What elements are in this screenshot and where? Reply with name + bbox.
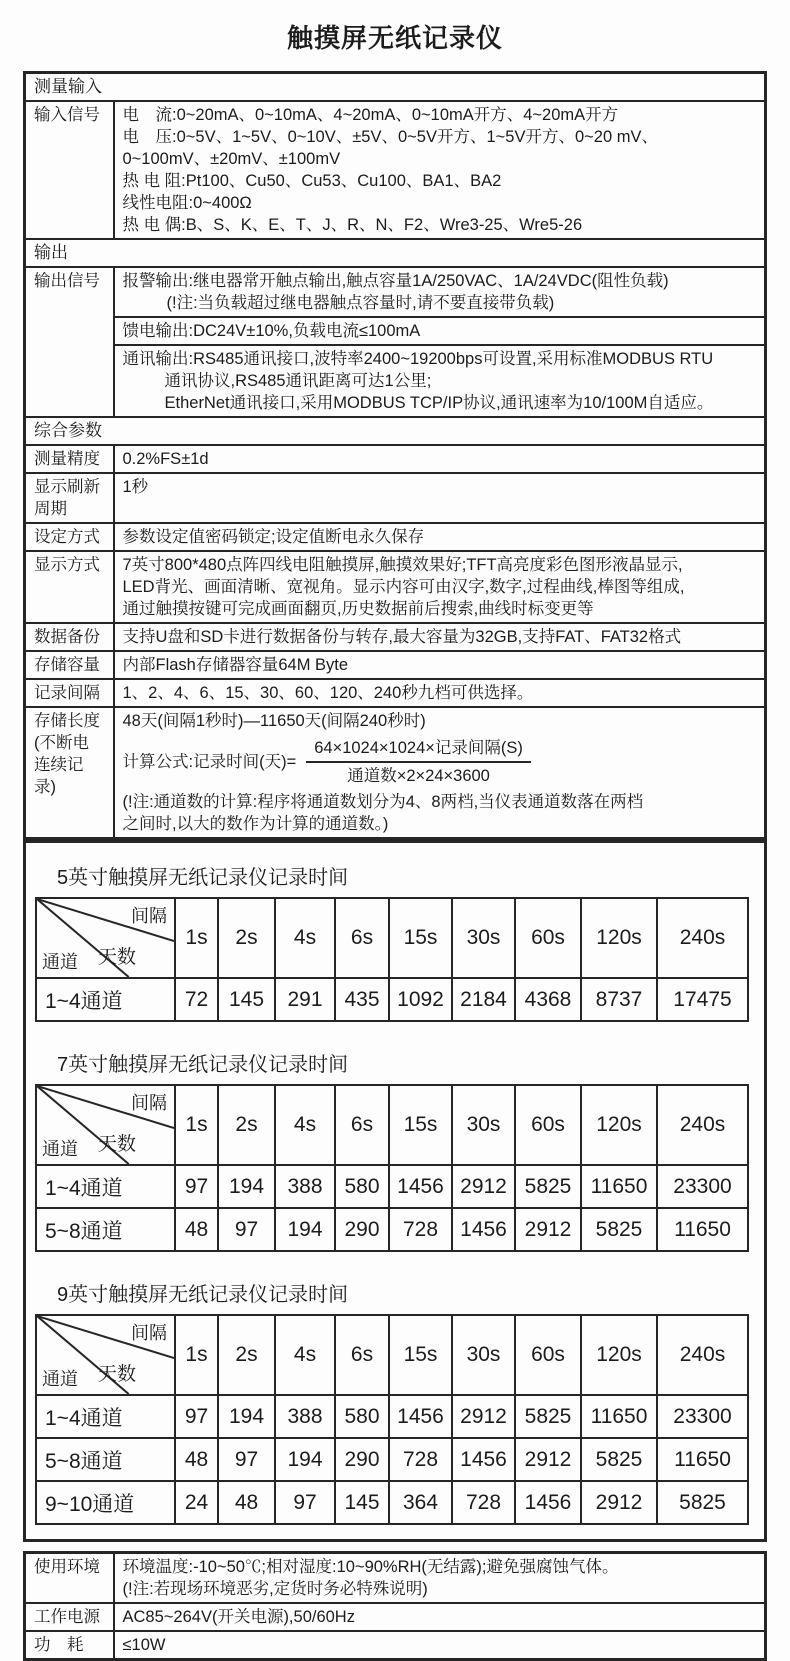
- corner-interval-label: 间隔: [131, 1093, 167, 1113]
- storage-formula: [123, 737, 757, 787]
- spec-line: 热 电 偶:B、S、K、E、T、J、R、N、F2、Wre3-25、Wre5-26: [122, 216, 583, 234]
- table-row: [36, 1165, 748, 1208]
- corner-channel-label: 通道: [42, 1369, 78, 1389]
- record-table-title-7inch: 7英寸触摸屏无纸记录仪记录时间: [57, 1054, 349, 1076]
- record-days-cell: 72: [175, 978, 218, 1021]
- record-days-cell: 580: [335, 1395, 389, 1438]
- record-days-cell: 97: [175, 1165, 218, 1208]
- spec-table: [23, 71, 767, 840]
- display-value: [114, 551, 766, 623]
- record-days-cell: 1092: [389, 978, 452, 1021]
- label-line: 存储长度: [34, 712, 100, 730]
- diagonal-header-cell: [36, 1085, 175, 1165]
- interval-header-cell: 240s: [657, 1315, 748, 1395]
- page-title: 触摸屏无纸记录仪: [286, 23, 503, 53]
- record-days-cell: 1456: [452, 1208, 515, 1251]
- record-days-cell: 5825: [515, 1165, 581, 1208]
- record-days-cell: 11650: [657, 1438, 748, 1481]
- spec-line: 报警输出:继电器常开触点输出,触点容量1A/250VAC、1A/24VDC(阻性负载): [122, 272, 669, 290]
- consumption-value: ≤10W: [114, 1631, 766, 1660]
- record-days-cell: 97: [218, 1208, 275, 1251]
- input-signal-value: [114, 101, 766, 239]
- table-row: [25, 1553, 766, 1604]
- alarm-output-value: [114, 267, 766, 317]
- record-days-cell: 2912: [515, 1208, 581, 1251]
- storage-range: 48天(间隔1秒时)—11650天(间隔240秒时): [122, 712, 426, 730]
- interval-header-cell: 120s: [581, 898, 657, 978]
- interval-header-cell: 120s: [581, 1085, 657, 1165]
- output-signal-label: 输出信号: [25, 267, 114, 417]
- setting-label: 设定方式: [25, 523, 114, 551]
- interval-header-cell: 2s: [218, 898, 275, 978]
- interval-header-cell: 6s: [335, 1085, 389, 1165]
- corner-interval-label: 间隔: [131, 906, 167, 926]
- record-days-cell: 290: [335, 1438, 389, 1481]
- record-days-cell: 728: [389, 1438, 452, 1481]
- power-label: 工作电源: [25, 1603, 114, 1631]
- record-days-cell: 97: [175, 1395, 218, 1438]
- corner-days-label: 天数: [98, 947, 137, 968]
- spec-note-line: (!注:若现场环境恶劣,定货时务必特殊说明): [122, 1580, 428, 1598]
- corner-days-label: 天数: [98, 1364, 137, 1385]
- interval-header-cell: 240s: [657, 1085, 748, 1165]
- table-row: [36, 1208, 748, 1251]
- consumption-label: 功 耗: [25, 1631, 114, 1660]
- interval-header-cell: 120s: [581, 1315, 657, 1395]
- interval-header-cell: 1s: [175, 1085, 218, 1165]
- record-table-7inch: [35, 1084, 749, 1252]
- spec-line: EtherNet通讯接口,采用MODBUS TCP/IP协议,通讯速率为10/100M自适应。: [164, 394, 714, 412]
- spec-note-line: (!注:当负载超过继电器触点容量时,请不要直接带负载): [166, 294, 555, 312]
- record-days-cell: 5825: [581, 1208, 657, 1251]
- interval-value: 1、2、4、6、15、30、60、120、240秒九档可供选择。: [114, 679, 766, 707]
- record-days-cell: 17475: [657, 978, 748, 1021]
- spec-line: 热 电 阻:Pt100、Cu50、Cu53、Cu100、BA1、BA2: [122, 172, 502, 190]
- feed-output-value: 馈电输出:DC24V±10%,负载电流≤100mA: [114, 317, 766, 345]
- refresh-label: 显示刷新周期: [25, 473, 114, 523]
- record-days-cell: 5825: [657, 1481, 748, 1524]
- spec-line: 电 压:0~5V、1~5V、0~10V、±5V、0~5V开方、1~5V开方、0~20 mV、: [122, 128, 658, 146]
- record-days-cell: 23300: [657, 1395, 748, 1438]
- spec-note-line: (!注:通道数的计算:程序将通道数划分为4、8两档,当仪表通道数落在两档: [122, 793, 644, 811]
- table-row: [25, 239, 766, 267]
- record-days-cell: 2912: [581, 1481, 657, 1524]
- table-row: [25, 523, 766, 551]
- table-row: [25, 345, 766, 417]
- interval-header-cell: 4s: [275, 1085, 335, 1165]
- channel-row-label: 1~4通道: [36, 1165, 175, 1208]
- section-header-output: 输出: [25, 239, 766, 267]
- interval-header-cell: 2s: [218, 1315, 275, 1395]
- record-days-cell: 1456: [515, 1481, 581, 1524]
- corner-channel-label: 通道: [42, 1139, 78, 1159]
- table-row: [25, 707, 766, 839]
- record-days-cell: 4368: [515, 978, 581, 1021]
- interval-header-cell: 1s: [175, 898, 218, 978]
- interval-header-cell: 30s: [452, 1085, 515, 1165]
- environment-table: [23, 1551, 767, 1661]
- record-days-cell: 291: [275, 978, 335, 1021]
- channel-row-label: 1~4通道: [36, 1395, 175, 1438]
- label-line: (不断电: [34, 734, 89, 752]
- table-row: [25, 101, 766, 239]
- label-line: 连续记录): [34, 756, 84, 796]
- record-days-cell: 388: [275, 1395, 335, 1438]
- interval-header-cell: 30s: [452, 898, 515, 978]
- storage-length-value: [114, 707, 766, 839]
- record-days-cell: 5825: [515, 1395, 581, 1438]
- table-row: [36, 1395, 748, 1438]
- spec-line: 通过触摸按键可完成画面翻页,历史数据前后搜索,曲线时标变更等: [122, 600, 594, 618]
- table-row: [25, 317, 766, 345]
- record-days-cell: 145: [218, 978, 275, 1021]
- formula-prefix: 计算公式:记录时间(天)=: [122, 753, 297, 771]
- record-days-cell: 48: [175, 1438, 218, 1481]
- comm-output-value: [114, 345, 766, 417]
- capacity-value: 内部Flash存储器容量64M Byte: [114, 651, 766, 679]
- diagonal-header-cell: [36, 1315, 175, 1395]
- table-row: [36, 1085, 748, 1165]
- interval-header-cell: 60s: [515, 1315, 581, 1395]
- table-row: [25, 267, 766, 317]
- table-row: [25, 445, 766, 473]
- table-row: [36, 978, 748, 1021]
- record-days-cell: 8737: [581, 978, 657, 1021]
- diagonal-header-cell: [36, 898, 175, 978]
- spec-line: 通讯输出:RS485通讯接口,波特率2400~19200bps可设置,采用标准MODBUS RTU: [122, 350, 714, 368]
- environment-label: 使用环境: [25, 1553, 114, 1604]
- record-days-cell: 97: [218, 1438, 275, 1481]
- table-row: [36, 898, 748, 978]
- record-days-cell: 1456: [389, 1395, 452, 1438]
- spec-line: 通讯协议,RS485通讯距离可达1公里;: [164, 372, 432, 390]
- channel-row-label: 5~8通道: [36, 1208, 175, 1251]
- interval-header-cell: 240s: [657, 898, 748, 978]
- refresh-value: 1秒: [114, 473, 766, 523]
- record-days-cell: 24: [175, 1481, 218, 1524]
- corner-channel-label: 通道: [42, 952, 78, 972]
- display-label: 显示方式: [25, 551, 114, 623]
- spec-line: 7英寸800*480点阵四线电阻触摸屏,触摸效果好;TFT高亮度彩色图形液晶显示,: [122, 556, 683, 574]
- setting-value: 参数设定值密码锁定;设定值断电永久保存: [114, 523, 766, 551]
- interval-header-cell: 15s: [389, 898, 452, 978]
- channel-row-label: 1~4通道: [36, 978, 175, 1021]
- formula-denominator: 通道数×2×24×3600: [347, 767, 490, 785]
- table-row: [25, 551, 766, 623]
- interval-header-cell: 15s: [389, 1315, 452, 1395]
- interval-header-cell: 15s: [389, 1085, 452, 1165]
- record-days-cell: 23300: [657, 1165, 748, 1208]
- table-row: [25, 651, 766, 679]
- interval-label: 记录间隔: [25, 679, 114, 707]
- section-header-measure-input: 测量输入: [25, 73, 766, 102]
- table-row: [25, 73, 766, 102]
- table-row: [25, 679, 766, 707]
- section-header-general: 综合参数: [25, 417, 766, 445]
- interval-header-cell: 60s: [515, 1085, 581, 1165]
- record-days-cell: 5825: [581, 1438, 657, 1481]
- corner-interval-label: 间隔: [131, 1323, 167, 1343]
- spec-line: LED背光、画面清晰、宽视角。显示内容可由汉字,数字,过程曲线,棒图等组成,: [122, 578, 685, 596]
- record-days-cell: 728: [389, 1208, 452, 1251]
- record-days-cell: 2184: [452, 978, 515, 1021]
- record-days-cell: 194: [275, 1438, 335, 1481]
- table-row: [25, 417, 766, 445]
- table-row: [25, 623, 766, 651]
- formula-numerator: 64×1024×1024×记录间隔(S): [306, 737, 531, 763]
- interval-header-cell: 30s: [452, 1315, 515, 1395]
- record-table-5inch: [35, 897, 749, 1022]
- interval-header-cell: 4s: [275, 1315, 335, 1395]
- record-table-title-9inch: 9英寸触摸屏无纸记录仪记录时间: [57, 1284, 349, 1306]
- channel-row-label: 9~10通道: [36, 1481, 175, 1524]
- interval-header-cell: 1s: [175, 1315, 218, 1395]
- record-days-cell: 194: [218, 1165, 275, 1208]
- interval-header-cell: 6s: [335, 898, 389, 978]
- capacity-label: 存储容量: [25, 651, 114, 679]
- record-days-cell: 145: [335, 1481, 389, 1524]
- corner-days-label: 天数: [98, 1134, 137, 1155]
- table-row: [25, 1603, 766, 1631]
- record-days-cell: 2912: [452, 1395, 515, 1438]
- interval-header-cell: 2s: [218, 1085, 275, 1165]
- record-days-cell: 11650: [581, 1395, 657, 1438]
- record-days-cell: 1456: [389, 1165, 452, 1208]
- record-days-cell: 435: [335, 978, 389, 1021]
- record-days-cell: 2912: [452, 1165, 515, 1208]
- channel-row-label: 5~8通道: [36, 1438, 175, 1481]
- interval-header-cell: 60s: [515, 898, 581, 978]
- storage-length-label: [25, 707, 114, 839]
- table-row: [25, 1631, 766, 1660]
- record-days-cell: 194: [275, 1208, 335, 1251]
- backup-value: 支持U盘和SD卡进行数据备份与转存,最大容量为32GB,支持FAT、FAT32格式: [114, 623, 766, 651]
- table-row: [36, 1315, 748, 1395]
- record-time-section: [23, 840, 767, 1542]
- record-days-cell: 48: [218, 1481, 275, 1524]
- input-signal-label: 输入信号: [25, 101, 114, 239]
- record-table-title-5inch: 5英寸触摸屏无纸记录仪记录时间: [57, 867, 349, 889]
- record-days-cell: 194: [218, 1395, 275, 1438]
- record-days-cell: 580: [335, 1165, 389, 1208]
- record-table-9inch: [35, 1314, 749, 1525]
- spec-note-line: 之间时,以大的数作为计算的通道数。): [122, 815, 389, 833]
- record-days-cell: 728: [452, 1481, 515, 1524]
- interval-header-cell: 6s: [335, 1315, 389, 1395]
- record-days-cell: 290: [335, 1208, 389, 1251]
- backup-label: 数据备份: [25, 623, 114, 651]
- record-days-cell: 97: [275, 1481, 335, 1524]
- record-days-cell: 48: [175, 1208, 218, 1251]
- record-days-cell: 364: [389, 1481, 452, 1524]
- environment-value: [114, 1553, 766, 1604]
- table-row: [25, 473, 766, 523]
- spec-line: 线性电阻:0~400Ω: [122, 194, 252, 212]
- record-days-cell: 2912: [515, 1438, 581, 1481]
- record-days-cell: 11650: [657, 1208, 748, 1251]
- interval-header-cell: 4s: [275, 898, 335, 978]
- spec-line: 环境温度:-10~50℃;相对湿度:10~90%RH(无结露);避免强腐蚀气体。: [122, 1558, 619, 1576]
- record-days-cell: 1456: [452, 1438, 515, 1481]
- formula-fraction: [306, 737, 531, 787]
- spec-line: 电 流:0~20mA、0~10mA、4~20mA、0~10mA开方、4~20mA开方: [122, 106, 619, 124]
- accuracy-value: 0.2%FS±1d: [114, 445, 766, 473]
- table-row: [36, 1438, 748, 1481]
- record-days-cell: 388: [275, 1165, 335, 1208]
- power-value: AC85~264V(开关电源),50/60Hz: [114, 1603, 766, 1631]
- accuracy-label: 测量精度: [25, 445, 114, 473]
- spec-line: 0~100mV、±20mV、±100mV: [122, 150, 341, 168]
- record-days-cell: 11650: [581, 1165, 657, 1208]
- table-row: [36, 1481, 748, 1524]
